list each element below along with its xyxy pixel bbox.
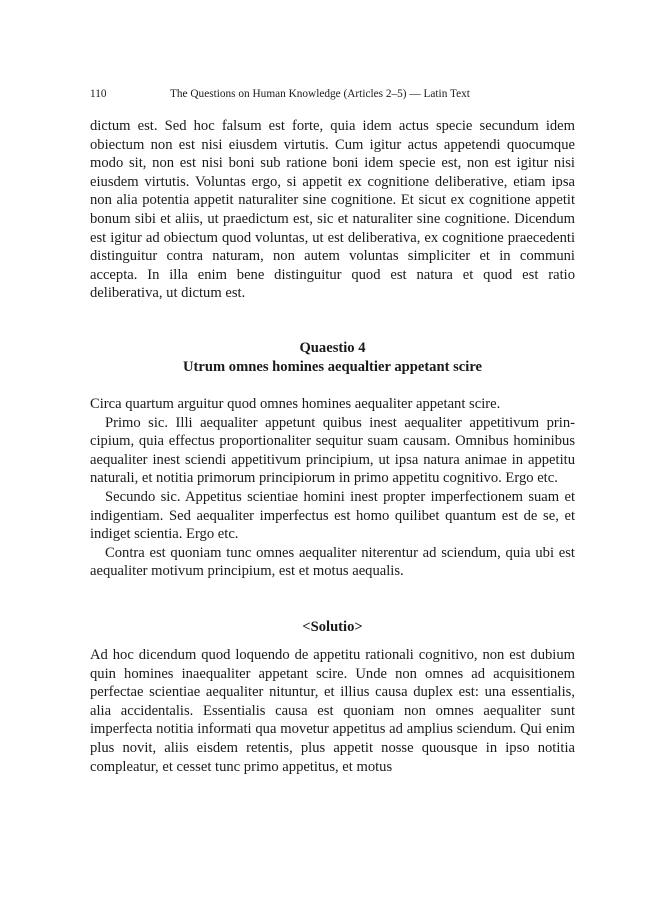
question-title: Utrum omnes homines aequaltier appetant scire	[182, 358, 483, 375]
intro-paragraph: dictum est. Sed hoc falsum est forte, quia idem actus specie secundum idem obiectum non est nisi eiusdem virtutis. Cum igitur actus appetendi quocumque modo sit, non est nisi boni sub ratione boni idem specie est, non est igitur nisi eiusdem virtutis. Voluntas ergo, si appetit ex cognitione deliberative, etiam ipsa non alia potentia appetit naturaliter sine cognitione. Et sicut ex cognitione appetit bonum sibi et aliis, ut praedictum est, sic et naturaliter sine cognitione. Dicendum est igitur ad obiectum quod voluntas, ut est deliberativa, ex cognitione praecedenti distinguitur contra naturam, non autem voluntas simpliciter et in communi accepta. In illa enim bene distinguitur quod est natura et quod est ratio deliberativa, ut dictum est.	[90, 118, 575, 302]
running-head	[90, 86, 575, 102]
argument-secundo: Secundo sic. Appetitus scientiae homini inest propter imperfectionem suam et indigentiam. Sed aequaliter imperfectus est homo quilibet quantum est de se, et indiget scientia. Ergo etc.	[90, 488, 575, 543]
solution-text-block	[90, 646, 575, 776]
argument-primo: Primo sic. Illi aequaliter appetunt quibus inest aequaliter appetitivum principium, quia effectus proportionaliter sequitur suam causam. Omnibus hominibus aequaliter inest sciendi appetitivum principium, ut ipsa natura animae in appetitu naturali, et notitia primorum principiorum in primo appetitu cognitivo. Ergo etc.	[90, 414, 575, 487]
running-title: The Questions on Human Knowledge (Articles 2–5) — Latin Text	[170, 88, 470, 100]
page-number: 110	[90, 88, 107, 100]
solution-paragraph: Ad hoc dicendum quod loquendo de appetitu rationali cognitivo, non est dubium quin homines inaequaliter appetant scire. Unde non omnes ad acquisitionem perfectae scientiae aequaliter nituntur, et illius causa duplex est: una essentialis, alia accidentalis. Essentialis causa est quoniam non omnes aequaliter sunt imperfecta notitia informati qua movetur appetitus ad amplius sciendum. Qui enim plus novit, aliis eisdem retentis, plus appetit nosse quousque in ipso notitia compleatur, et cesset tunc primo appetitus, et motus	[90, 647, 575, 775]
question-text-block	[90, 395, 575, 581]
intro-text-block	[90, 117, 575, 303]
question-number: Quaestio 4	[299, 340, 366, 356]
question-heading	[90, 339, 575, 376]
question-opening: Circa quartum arguitur quod omnes homines aequaliter appetant scire.	[90, 396, 501, 412]
solutio-heading: <Solutio>	[302, 619, 363, 635]
argument-contra: Contra est quoniam tunc omnes aequaliter niterentur ad sciendum, quia ubi est aequaliter motivum principium, est et motus aequalis.	[90, 544, 575, 580]
